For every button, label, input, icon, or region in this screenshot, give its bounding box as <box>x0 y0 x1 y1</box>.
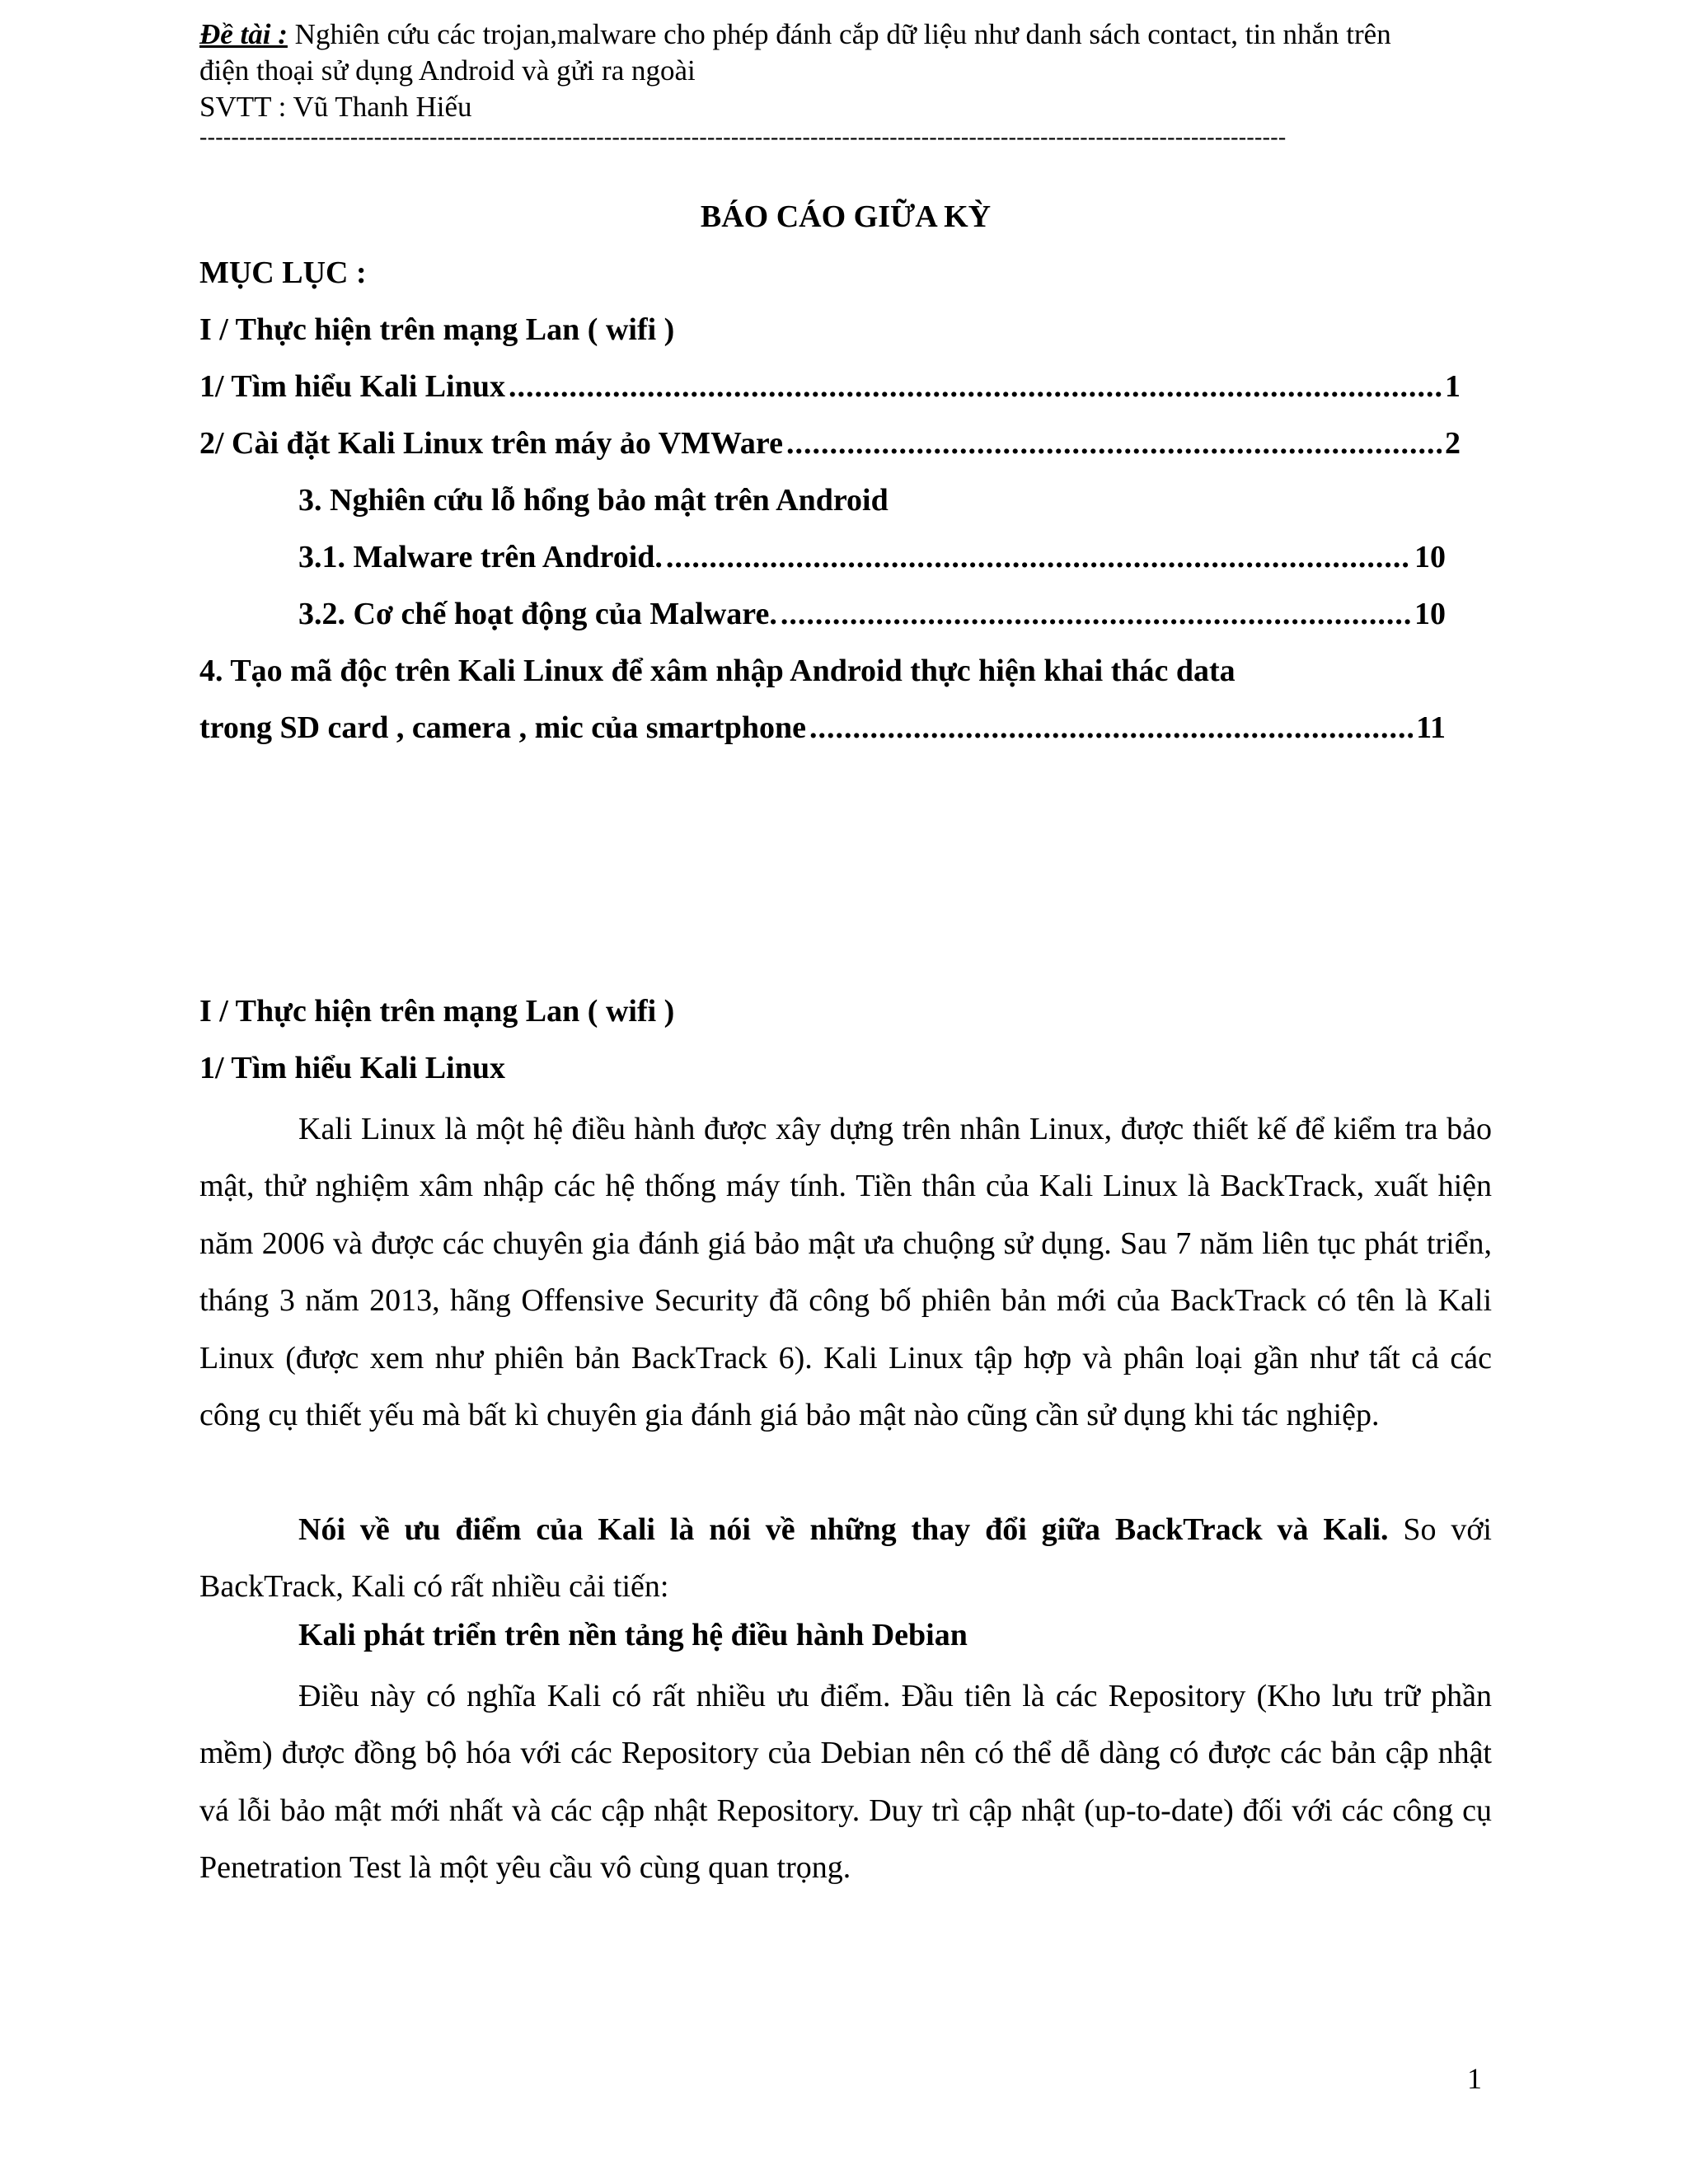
paragraph-2 <box>199 1502 1492 1616</box>
toc-item-page: 1 <box>1445 369 1461 404</box>
toc-part-heading: I / Thực hiện trên mạng Lan ( wifi ) <box>199 312 675 347</box>
toc-item-3[interactable]: 3. Nghiên cứu lỗ hổng bảo mật trên Android <box>298 483 889 518</box>
page-number: 1 <box>1467 2062 1482 2095</box>
topic-line-2: điện thoại sử dụng Android và gửi ra ngoài <box>199 54 696 87</box>
paragraph-2-rest: So với BackTrack, Kali có rất nhiều cải tiến: <box>199 1512 1492 1605</box>
toc-leader <box>809 709 1413 747</box>
section-heading: I / Thực hiện trên mạng Lan ( wifi ) <box>199 994 675 1029</box>
document-title <box>0 198 1688 236</box>
toc-leader <box>666 538 1411 576</box>
toc-item-3-1[interactable] <box>298 538 1446 576</box>
toc-item-page: 2 <box>1445 426 1461 461</box>
toc-item-4[interactable]: 4. Tạo mã độc trên Kali Linux để xâm nhập Android thực hiện khai thác data <box>199 654 1236 688</box>
toc-leader <box>786 424 1442 462</box>
student-line: SVTT : Vũ Thanh Hiếu <box>199 91 472 123</box>
toc-item-1[interactable] <box>199 368 1461 405</box>
toc-heading: MỤC LỤC : <box>199 255 367 290</box>
toc-leader <box>781 595 1411 633</box>
toc-item-label: 1/ Tìm hiểu Kali Linux <box>199 369 505 404</box>
toc-item-page: 11 <box>1416 710 1446 745</box>
toc-item-label: 3.2. Cơ chế hoạt động của Malware. <box>298 597 777 631</box>
header-separator: ----------------------------------------------------------------------------------------------------------------------------------------- <box>199 124 1287 150</box>
document-title-text: BÁO CÁO GIỮA KỲ <box>700 199 992 234</box>
toc-item-label: 2/ Cài đặt Kali Linux trên máy ảo VMWare <box>199 426 783 461</box>
topic-text: Nghiên cứu các trojan,malware cho phép đánh cắp dữ liệu như danh sách contact, tin nhắn trên <box>287 18 1391 50</box>
toc-item-3-2[interactable] <box>298 595 1446 633</box>
toc-leader <box>509 368 1442 405</box>
toc-item-page: 10 <box>1414 597 1446 631</box>
topic-line <box>199 16 1485 53</box>
toc-item-label: trong SD card , camera , mic của smartphone <box>199 710 806 745</box>
toc-item-label: 3.1. Malware trên Android. <box>298 540 663 574</box>
paragraph-1: Kali Linux là một hệ điều hành được xây dựng trên nhân Linux, được thiết kế để kiểm tra bảo mật, thử nghiệm xâm nhập các hệ thống máy tính. Tiền thân của Kali Linux là BackTrack, xuất hiện năm 2006 và được các chuyên gia đánh giá bảo mật ưa chuộng sử dụng. Sau 7 năm liên tục phát triển, tháng 3 năm 2013, hãng Offensive Security đã công bố phiên bản mới của BackTrack có tên là Kali Linux (được xem như phiên bản BackTrack 6). Kali Linux tập hợp và phân loại gần như tất cả các công cụ thiết yếu mà bất kì chuyên gia đánh giá bảo mật nào cũng cần sử dụng khi tác nghiệp. <box>199 1112 1492 1433</box>
paragraph-3: Điều này có nghĩa Kali có rất nhiều ưu điểm. Đầu tiên là các Repository (Kho lưu trữ phần mềm) được đồng bộ hóa với các Repository của Debian nên có thể dễ dàng có được các bản cập nhật vá lỗi bảo mật mới nhất và các cập nhật Repository. Duy trì cập nhật (up-to-date) đối với các công cụ Penetration Test là một yêu cầu vô cùng quan trọng. <box>199 1679 1492 1886</box>
toc-item-page: 10 <box>1414 540 1446 574</box>
paragraph-2-bold: Nói về ưu điểm của Kali là nói về những thay đổi giữa BackTrack và Kali. <box>298 1512 1389 1547</box>
document-header <box>199 16 1485 125</box>
topic-label: Đề tài : <box>199 18 288 50</box>
toc-item-2[interactable] <box>199 424 1461 462</box>
toc-item-4-cont[interactable] <box>199 709 1446 747</box>
sub-heading-2: Kali phát triển trên nền tảng hệ điều hành Debian <box>298 1618 968 1652</box>
sub-heading: 1/ Tìm hiểu Kali Linux <box>199 1051 505 1085</box>
